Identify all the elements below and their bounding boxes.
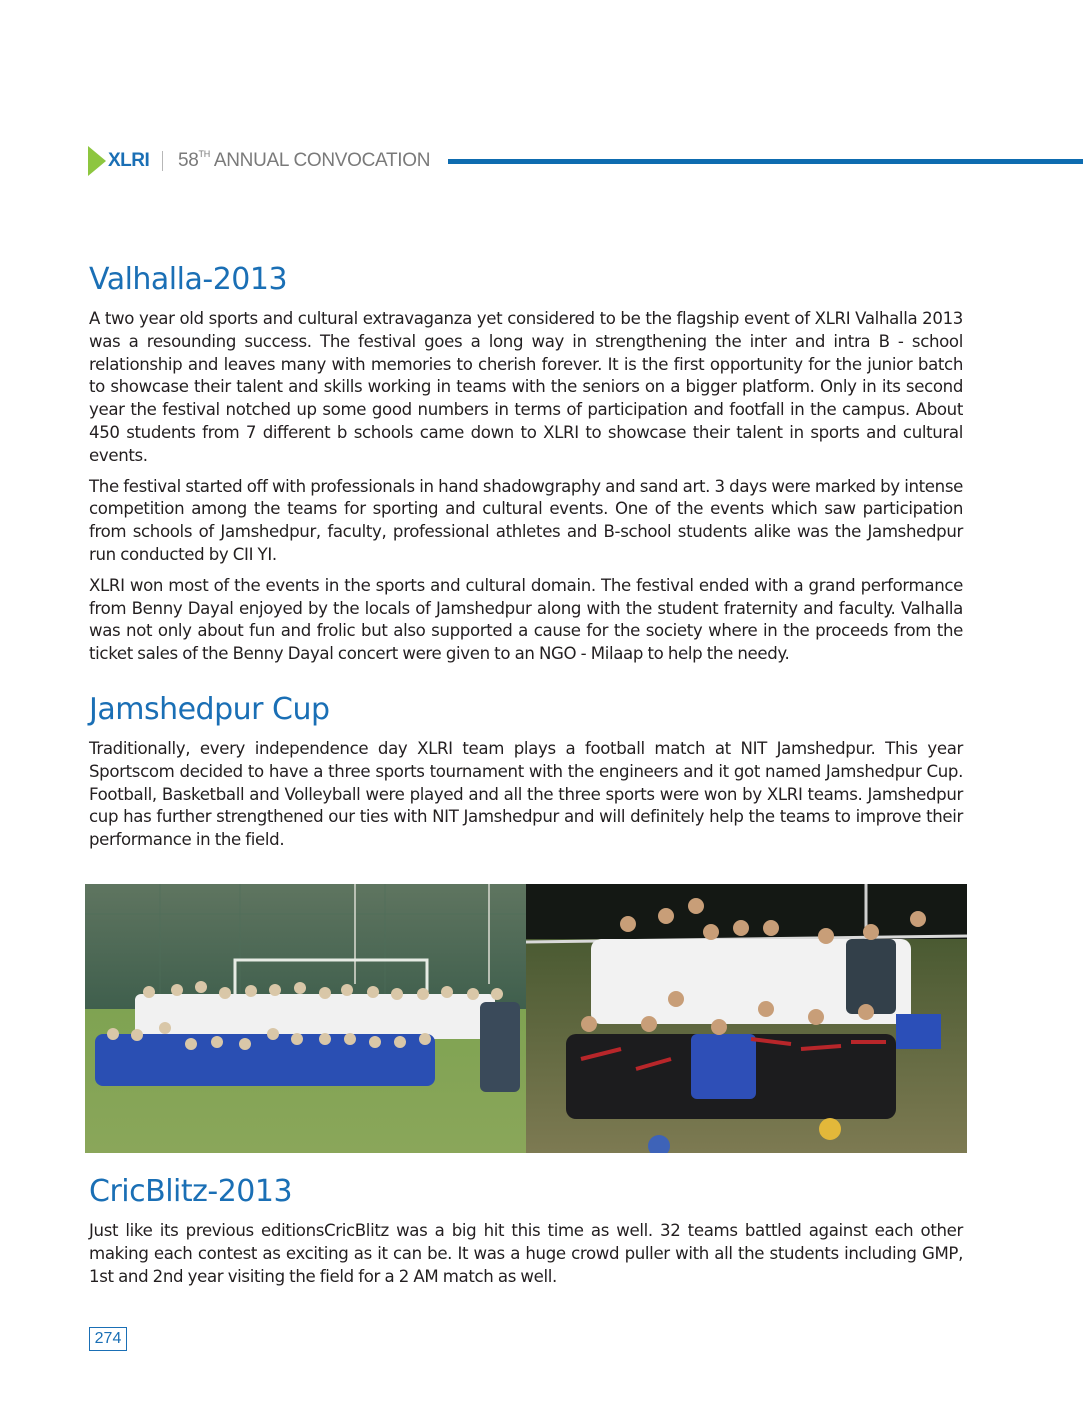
article-body-continued	[89, 1170, 963, 1296]
football-team-photo	[85, 884, 526, 1153]
photo-strip	[85, 884, 967, 1153]
section-title: Valhalla-2013	[89, 262, 288, 297]
paragraph: The festival started off with professionals in hand shadowgraphy and sand art. 3 days were marked by intense competition among the teams for sporting and cultural events. One of the events which saw participation from schools of Jamshedpur, faculty, professional athletes and B-school students alike was the Jamshedpur run conducted by CII YI.	[89, 476, 963, 564]
convocation-text: ANNUAL CONVOCATION	[213, 150, 431, 171]
volleyball-team-photo	[526, 884, 967, 1153]
section-jamshedpur-cup	[89, 688, 963, 852]
paragraph: A two year old sports and cultural extravaganza yet considered to be the flagship event of XLRI Valhalla 2013 was a resounding success. The festival goes a long way in strengthening the inter and intra B - school relationship and leaves many with memories to cherish forever. It is the first opportunity for the junior batch to showcase their talent and skills working in teams with the seniors on a bigger platform. Only in its second year the festival notched up some good numbers in terms of participation and footfall in the campus. About 450 students from 7 different b schools came down to XLRI to showcase their talent in sports and cultural events.	[89, 309, 963, 465]
page-number: 274	[89, 1327, 127, 1351]
section-valhalla	[89, 258, 963, 666]
section-title: Jamshedpur Cup	[89, 691, 330, 727]
paragraph: Traditionally, every independence day XLRI team plays a football match at NIT Jamshedpur. This year Sportscom decided to have a three sports tournament with the engineers and it got named Jamshedpur Cup. Football, Basketball and Volleyball were played and all the three sports were won by XLRI teams. Jamshedpur cup has further strengthened our ties with NIT Jamshedpur and will definitely help the teams to improve their performance in the field.	[89, 738, 963, 850]
page-header	[86, 144, 1083, 178]
logo-arrow-icon	[88, 146, 106, 176]
section-cricblitz	[89, 1170, 963, 1288]
header-separator	[162, 151, 163, 171]
volleyball-photo-illustration	[526, 884, 967, 1153]
paragraph: XLRI won most of the events in the sports and cultural domain. The festival ended with a grand performance from Benny Dayal enjoyed by the locals of Jamshedpur along with the student fraternity and faculty. Valhalla was not only about fun and frolic but also supported a cause for the society where in the proceeds from the ticket sales of the Benny Dayal concert were given to an NGO - Milaap to help the needy.	[89, 575, 963, 664]
article-body	[89, 258, 963, 860]
paragraph: Just like its previous editionsCricBlitz was a big hit this time as well. 32 teams battled against each other making each contest as exciting as it can be. It was a huge crowd puller with all the students including GMP, 1st and 2nd year visiting the field for a 2 AM match as well.	[89, 1221, 963, 1286]
convocation-number: 58	[178, 150, 199, 171]
header-rule	[448, 159, 1083, 164]
section-title: CricBlitz-2013	[89, 1174, 293, 1209]
football-photo-illustration	[85, 884, 526, 1153]
convocation-title	[178, 150, 430, 172]
convocation-suffix: TH	[198, 148, 210, 159]
logo: XLRI	[108, 150, 150, 171]
